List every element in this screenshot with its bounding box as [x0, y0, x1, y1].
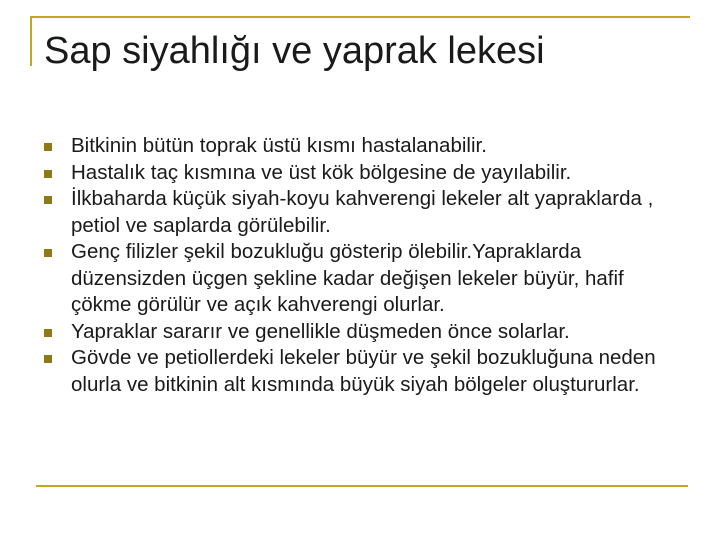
bullet-item	[44, 239, 680, 319]
square-bullet-icon	[44, 143, 52, 151]
bullet-text: Bitkinin bütün toprak üstü kısmı hastalanabilir.	[71, 134, 487, 157]
bullet-text: İlkbaharda küçük siyah-koyu kahverengi lekeler alt yapraklarda , petiol ve saplarda görülebilir.	[71, 187, 654, 237]
bullet-list	[44, 133, 680, 398]
square-bullet-icon	[44, 170, 52, 178]
square-bullet-icon	[44, 355, 52, 363]
title-frame-left-line	[30, 16, 32, 66]
bullet-item	[44, 133, 680, 160]
slide-title: Sap siyahlığı ve yaprak lekesi	[44, 30, 545, 72]
content-bottom-line	[36, 485, 688, 487]
bullet-item	[44, 160, 680, 187]
bullet-text: Genç filizler şekil bozukluğu gösterip ölebilir.Yapraklarda düzensizden üçgen şekline kadar değişen lekeler büyür, hafif çökme görülür ve açık kahverengi olurlar.	[71, 240, 624, 316]
square-bullet-icon	[44, 196, 52, 204]
bullet-text: Gövde ve petiollerdeki lekeler büyür ve şekil bozukluğuna neden olurla ve bitkinin alt kısmında büyük siyah bölgeler oluştururlar.	[71, 346, 656, 396]
bullet-text: Hastalık taç kısmına ve üst kök bölgesine de yayılabilir.	[71, 160, 572, 184]
bullet-item	[44, 319, 680, 346]
bullet-text: Yapraklar sararır ve genellikle düşmeden önce solarlar.	[71, 319, 570, 343]
square-bullet-icon	[44, 329, 52, 337]
bullet-item	[44, 345, 680, 398]
square-bullet-icon	[44, 249, 52, 257]
title-frame-top-line	[30, 16, 690, 18]
bullet-item	[44, 186, 680, 239]
